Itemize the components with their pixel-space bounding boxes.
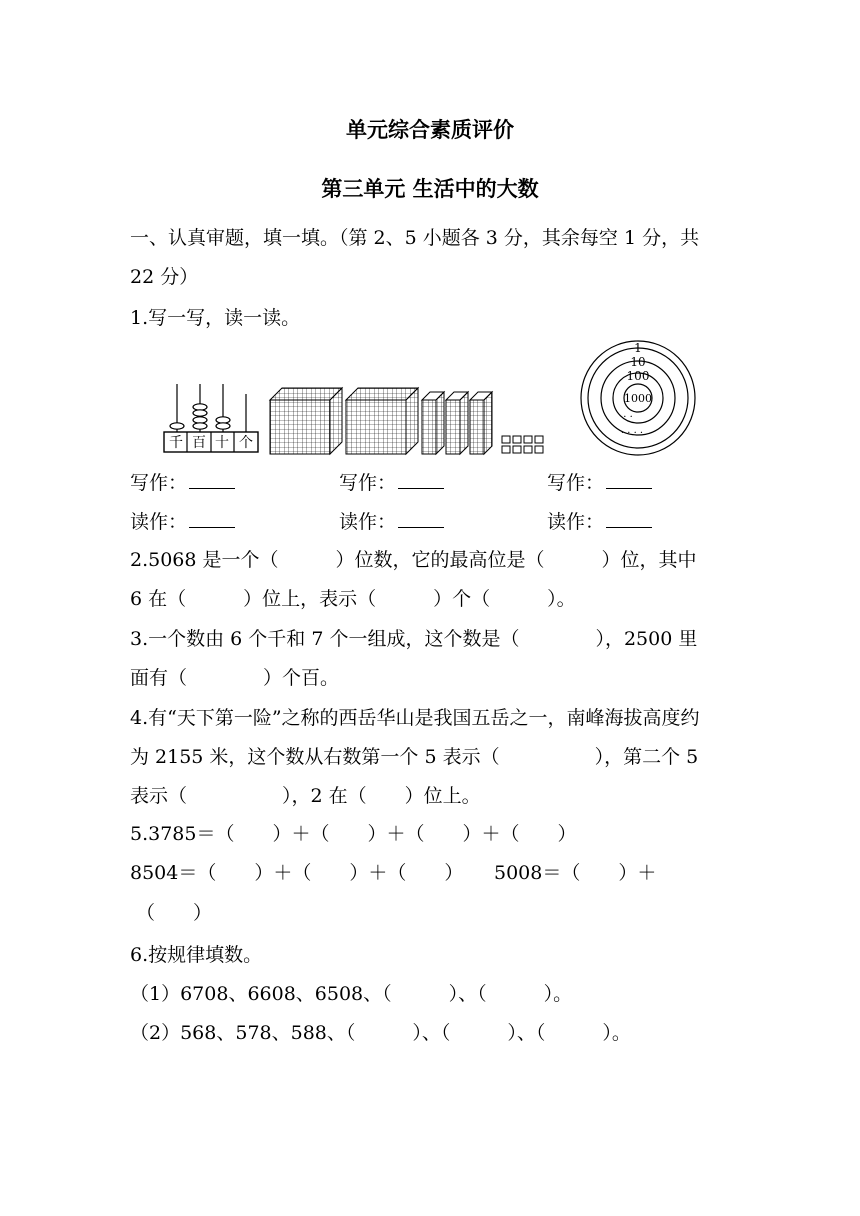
unit-cubes	[502, 436, 543, 453]
section-heading: 一、认真审题，填一填。（第 2、5 小题各 3 分，其余每空 1 分，共	[130, 227, 700, 249]
question-4-line-2: 为 2155 米，这个数从右数第一个 5 表示（ ），第二个 5	[130, 746, 699, 768]
question-3-line-2: 面有（ ）个百。	[130, 667, 340, 689]
abacus-label-tens: 十	[215, 435, 229, 451]
page-subtitle: 第三单元 生活中的大数	[321, 177, 539, 201]
question-6-item-1: （1）6708、6608、6508、（ ）、（ ）。	[130, 983, 573, 1005]
target-label-10: 10	[630, 355, 646, 369]
write-blank-1[interactable]	[189, 470, 235, 489]
write-label: 写作：	[130, 472, 188, 494]
abacus-label-hundreds: 百	[192, 435, 206, 451]
question-4-line-1: 4.有“天下第一险”之称的西岳华山是我国五岳之一，南峰海拔高度约	[130, 707, 700, 729]
read-blank-2[interactable]	[398, 509, 444, 528]
abacus-figure	[160, 380, 262, 455]
abacus-label-ones: 个	[239, 435, 253, 451]
target-dots-outer: · · · ·	[620, 428, 644, 439]
thousand-cube	[270, 388, 342, 454]
question-5-line-2a: 8504＝（ ）＋（ ）＋（ ）	[130, 862, 464, 884]
target-label-1000: 1000	[624, 392, 652, 405]
question-2-line-2: 6 在（ ）位上，表示（ ）个（ ）。	[130, 588, 576, 610]
target-label-1: 1	[634, 341, 642, 355]
place-value-target-figure	[578, 338, 698, 458]
read-blank-1[interactable]	[189, 509, 235, 528]
question-6-prompt: 6.按规律填数。	[130, 944, 263, 966]
target-label-100: 100	[626, 369, 650, 383]
write-answer-2	[339, 470, 444, 495]
read-answer-2	[339, 509, 444, 534]
hundred-flat	[470, 392, 492, 454]
target-dots-inner: · ·	[623, 412, 633, 423]
question-5-line-3: （ ）	[136, 902, 213, 924]
section-heading-cont: 22 分）	[130, 266, 199, 288]
question-2-line-1: 2.5068 是一个（ ）位数，它的最高位是（ ）位，其中	[130, 549, 697, 571]
write-label: 写作：	[339, 472, 397, 494]
page-title: 单元综合素质评价	[346, 118, 514, 142]
read-answer-1	[130, 509, 235, 534]
hundred-flat	[446, 392, 468, 454]
question-5-line-2b: 5008＝（ ）＋	[494, 862, 657, 884]
question-5-line-1: 5.3785＝（ ）＋（ ）＋（ ）＋（ ）	[130, 823, 577, 845]
question-3-line-1: 3.一个数由 6 个千和 7 个一组成，这个数是（ ），2500 里	[130, 628, 698, 650]
read-label: 读作：	[339, 511, 397, 533]
read-label: 读作：	[130, 511, 188, 533]
hundred-flat	[422, 392, 444, 454]
write-blank-2[interactable]	[398, 470, 444, 489]
write-blank-3[interactable]	[606, 470, 652, 489]
abacus-label-thousands: 千	[169, 435, 183, 451]
read-answer-3	[547, 509, 652, 534]
thousand-cube	[346, 388, 418, 454]
question-4-line-3: 表示（ ），2 在（ ）位上。	[130, 785, 481, 807]
write-label: 写作：	[547, 472, 605, 494]
write-answer-1	[130, 470, 235, 495]
base-ten-blocks-figure	[266, 384, 546, 456]
write-answer-3	[547, 470, 652, 495]
question-1-prompt: 1.写一写，读一读。	[130, 307, 301, 329]
read-blank-3[interactable]	[606, 509, 652, 528]
question-6-item-2: （2）568、578、588、（ ）、（ ）、（ ）。	[130, 1022, 631, 1044]
read-label: 读作：	[547, 511, 605, 533]
